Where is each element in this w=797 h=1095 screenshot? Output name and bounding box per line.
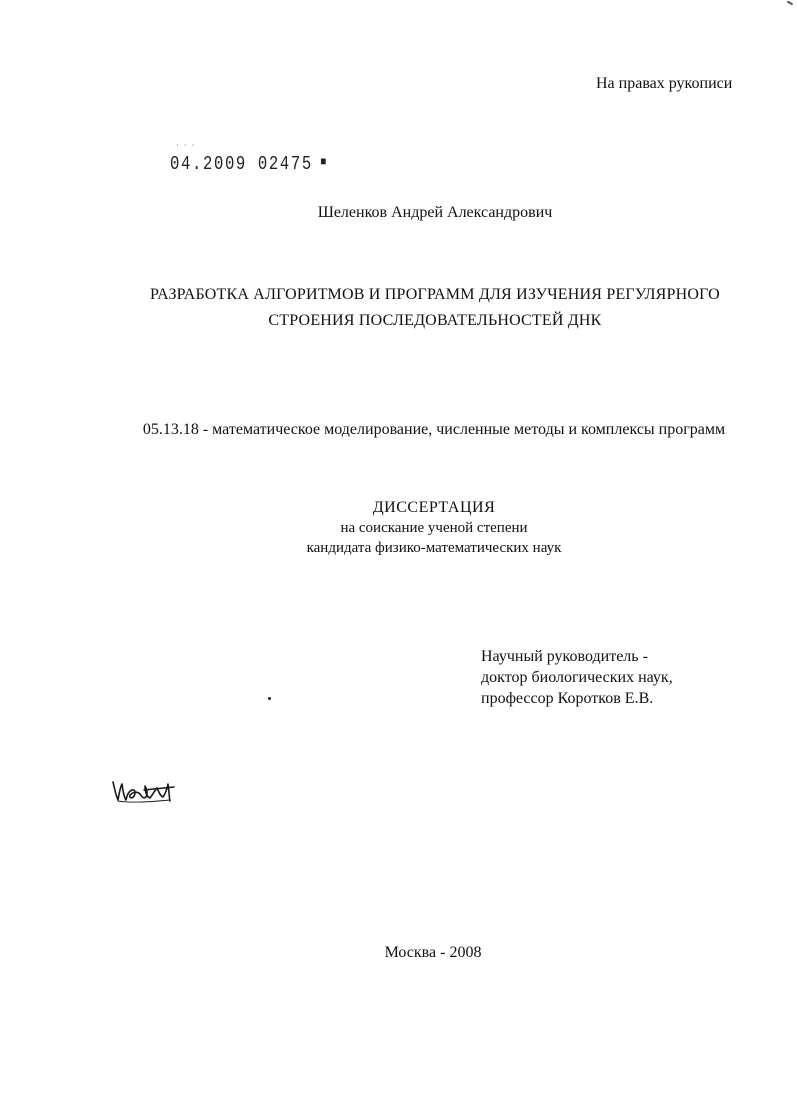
specialty-code: 05.13.18 - математическое моделирование, численные методы и комплексы программ	[142, 421, 726, 438]
catalog-bullet-icon: ■	[312, 155, 328, 169]
thesis-title-line-1: РАЗРАБОТКА АЛГОРИТМОВ И ПРОГРАММ ДЛЯ ИЗУЧЕНИЯ РЕГУЛЯРНОГО	[150, 286, 720, 303]
thesis-title	[0, 282, 797, 334]
thesis-title-line-2: СТРОЕНИЯ ПОСЛЕДОВАТЕЛЬНОСТЕЙ ДНК	[268, 312, 602, 329]
dissertation-degree: кандидата физико-математических наук	[306, 540, 562, 556]
handwritten-signature	[110, 770, 180, 810]
advisor-line-2: доктор биологических наук,	[481, 669, 673, 686]
author-name: Шеленков Андрей Александрович	[317, 204, 553, 221]
catalog-number	[170, 153, 328, 175]
catalog-number-text: 04.2009 02475	[170, 153, 313, 175]
dissertation-purpose: на соискание ученой степени	[340, 520, 528, 536]
advisor-line-3: профессор Коротков Е.В.	[481, 690, 654, 707]
dissertation-type: ДИССЕРТАЦИЯ	[372, 499, 496, 516]
advisor-block	[481, 646, 673, 709]
dissertation-block	[0, 498, 797, 558]
catalog-dots: · · ·	[176, 141, 196, 151]
city-and-year: Москва - 2008	[384, 944, 482, 961]
scan-speck	[268, 697, 271, 700]
rights-note: На правах рукописи	[596, 75, 733, 92]
advisor-line-1: Научный руководитель -	[481, 648, 648, 665]
scan-corner-mark	[787, 1, 793, 6]
